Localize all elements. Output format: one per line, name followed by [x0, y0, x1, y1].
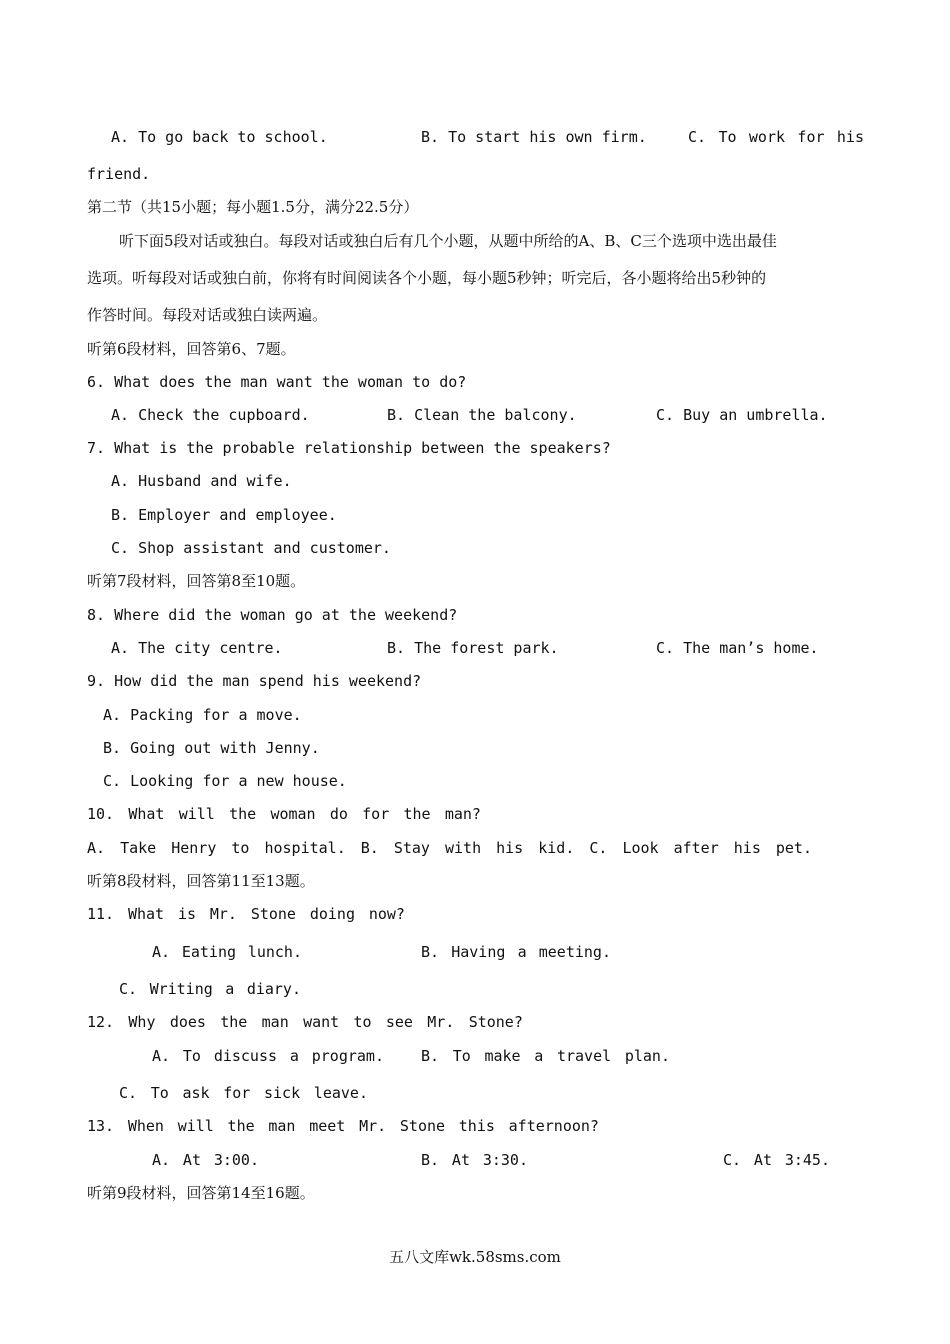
- word: kid.: [538, 839, 575, 857]
- q8-option-a: A. The city centre.: [111, 639, 283, 657]
- q6-option-c: C. Buy an umbrella.: [656, 406, 828, 424]
- word: 11.: [87, 905, 115, 923]
- word: Having: [451, 943, 506, 961]
- word: after: [673, 839, 719, 857]
- q11-option-c: [119, 979, 301, 999]
- q13-option-c: [723, 1150, 830, 1170]
- word: Stone: [250, 905, 296, 923]
- word: At: [182, 1151, 201, 1169]
- word: Eating: [181, 943, 237, 961]
- word: To: [150, 1084, 169, 1102]
- word: 3:00.: [213, 1151, 259, 1169]
- word: see: [385, 1013, 413, 1031]
- word: A.: [152, 1151, 171, 1169]
- word: want: [303, 1013, 340, 1031]
- q5-option-c: [688, 127, 864, 147]
- q6-stem: 6. What does the man want the woman to do?: [87, 373, 467, 391]
- word: C.: [589, 839, 608, 857]
- word: his: [496, 839, 524, 857]
- word: B.: [421, 1151, 440, 1169]
- word: with: [444, 839, 482, 857]
- q6-option-a: A. Check the cupboard.: [111, 406, 310, 424]
- q12-option-a: [152, 1046, 384, 1066]
- word: does: [169, 1013, 206, 1031]
- q5-option-c-cont: friend.: [87, 165, 151, 183]
- q11-stem: [87, 904, 405, 924]
- q5-option-b: B. To start his own firm.: [421, 128, 647, 146]
- word: pet.: [775, 839, 812, 857]
- word: a: [225, 980, 235, 998]
- q13-option-a: [152, 1150, 259, 1170]
- word: When: [127, 1117, 164, 1135]
- q11-option-a: [152, 942, 302, 962]
- q9-option-b: B. Going out with Jenny.: [103, 739, 320, 757]
- word: is: [177, 905, 196, 923]
- word: A.: [87, 839, 106, 857]
- word: C.: [119, 980, 138, 998]
- word: the: [229, 805, 257, 823]
- word: travel: [556, 1047, 612, 1065]
- word: leave.: [313, 1084, 368, 1102]
- word: to: [353, 1013, 372, 1031]
- word: 3:30.: [482, 1151, 528, 1169]
- q13-stem: [87, 1116, 599, 1136]
- q11-option-b: [421, 942, 611, 962]
- word: a: [289, 1047, 299, 1065]
- q8-option-b: B. The forest park.: [387, 639, 559, 657]
- word: do: [329, 805, 348, 823]
- word: hospital.: [264, 839, 346, 857]
- word: Henry: [171, 839, 217, 857]
- word: his: [836, 128, 864, 146]
- word: discuss: [213, 1047, 278, 1065]
- word: Writing: [149, 980, 213, 998]
- word: Mr.: [359, 1117, 387, 1135]
- word: man?: [444, 805, 481, 823]
- instructions-line-3: 作答时间。每段对话或独白读两遍。: [87, 306, 328, 324]
- word: To: [452, 1047, 471, 1065]
- word: make: [484, 1047, 521, 1065]
- word: Stone?: [468, 1013, 523, 1031]
- word: this: [458, 1117, 495, 1135]
- word: B.: [421, 943, 440, 961]
- q13-option-b: [421, 1150, 528, 1170]
- q10-options: [87, 838, 812, 858]
- word: A.: [152, 943, 171, 961]
- word: will: [178, 805, 215, 823]
- word: program.: [311, 1047, 384, 1065]
- word: C.: [688, 128, 707, 146]
- word: C.: [723, 1151, 742, 1169]
- word: for: [223, 1084, 251, 1102]
- q12-option-c: [119, 1083, 368, 1103]
- word: meet: [309, 1117, 346, 1135]
- word: a: [517, 943, 527, 961]
- word: ask: [182, 1084, 210, 1102]
- word: diary.: [246, 980, 301, 998]
- word: 13.: [87, 1117, 115, 1135]
- material-9-heading: 听第9段材料，回答第14至16题。: [87, 1184, 315, 1202]
- word: doing: [309, 905, 355, 923]
- word: 10.: [87, 805, 115, 823]
- word: Mr.: [427, 1013, 455, 1031]
- word: Stay: [393, 839, 430, 857]
- word: Why: [128, 1013, 156, 1031]
- word: What: [127, 905, 165, 923]
- q12-stem: [87, 1012, 523, 1032]
- word: afternoon?: [508, 1117, 599, 1135]
- word: to: [231, 839, 250, 857]
- instructions-line-1: 听下面5段对话或独白。每段对话或独白后有几个小题，从题中所给的A、B、C三个选项中选出最佳: [119, 232, 777, 250]
- word: Stone: [399, 1117, 446, 1135]
- q9-stem: 9. How did the man spend his weekend?: [87, 672, 422, 690]
- material-8-heading: 听第8段材料，回答第11至13题。: [87, 872, 315, 890]
- word: sick: [264, 1084, 301, 1102]
- q8-option-c: C. The man’s home.: [656, 639, 819, 657]
- q12-option-b: [421, 1046, 670, 1066]
- material-6-heading: 听第6段材料，回答第6、7题。: [87, 340, 296, 358]
- word: lunch.: [247, 943, 302, 961]
- word: the: [403, 805, 431, 823]
- word: work: [748, 128, 786, 146]
- page-footer: 五八文库wk.58sms.com: [389, 1248, 561, 1266]
- word: Take: [120, 839, 157, 857]
- word: At: [451, 1151, 470, 1169]
- q7-stem: 7. What is the probable relationship between the speakers?: [87, 439, 611, 457]
- word: the: [227, 1117, 255, 1135]
- q5-option-a: A. To go back to school.: [111, 128, 328, 146]
- material-7-heading: 听第7段材料，回答第8至10题。: [87, 572, 306, 590]
- word: A.: [152, 1047, 171, 1065]
- word: B.: [360, 839, 379, 857]
- word: B.: [421, 1047, 440, 1065]
- q7-option-b: B. Employer and employee.: [111, 506, 337, 524]
- word: Mr.: [209, 905, 237, 923]
- word: will: [177, 1117, 214, 1135]
- word: now?: [368, 905, 405, 923]
- instructions-line-2: 选项。听每段对话或独白前，你将有时间阅读各个小题，每小题5秒钟；听完后，各小题将给出5秒钟的: [87, 269, 767, 287]
- q9-option-a: A. Packing for a move.: [103, 706, 302, 724]
- q6-option-b: B. Clean the balcony.: [387, 406, 577, 424]
- word: his: [733, 839, 761, 857]
- word: the: [220, 1013, 248, 1031]
- q7-option-a: A. Husband and wife.: [111, 472, 292, 490]
- word: plan.: [624, 1047, 670, 1065]
- word: C.: [119, 1084, 138, 1102]
- word: What: [128, 805, 165, 823]
- word: Look: [622, 839, 659, 857]
- word: At: [753, 1151, 772, 1169]
- word: a: [534, 1047, 544, 1065]
- word: woman: [270, 805, 316, 823]
- word: for: [362, 805, 390, 823]
- word: for: [797, 128, 825, 146]
- word: To: [182, 1047, 201, 1065]
- q8-stem: 8. Where did the woman go at the weekend?: [87, 606, 458, 624]
- q7-option-c: C. Shop assistant and customer.: [111, 539, 391, 557]
- word: man: [261, 1013, 289, 1031]
- word: meeting.: [538, 943, 611, 961]
- word: 12.: [87, 1013, 115, 1031]
- q10-stem: [87, 804, 481, 824]
- q9-option-c: C. Looking for a new house.: [103, 772, 347, 790]
- word: man: [268, 1117, 296, 1135]
- word: 3:45.: [784, 1151, 830, 1169]
- section-heading: 第二节（共15小题；每小题1.5分，满分22.5分）: [87, 198, 419, 216]
- word: To: [718, 128, 737, 146]
